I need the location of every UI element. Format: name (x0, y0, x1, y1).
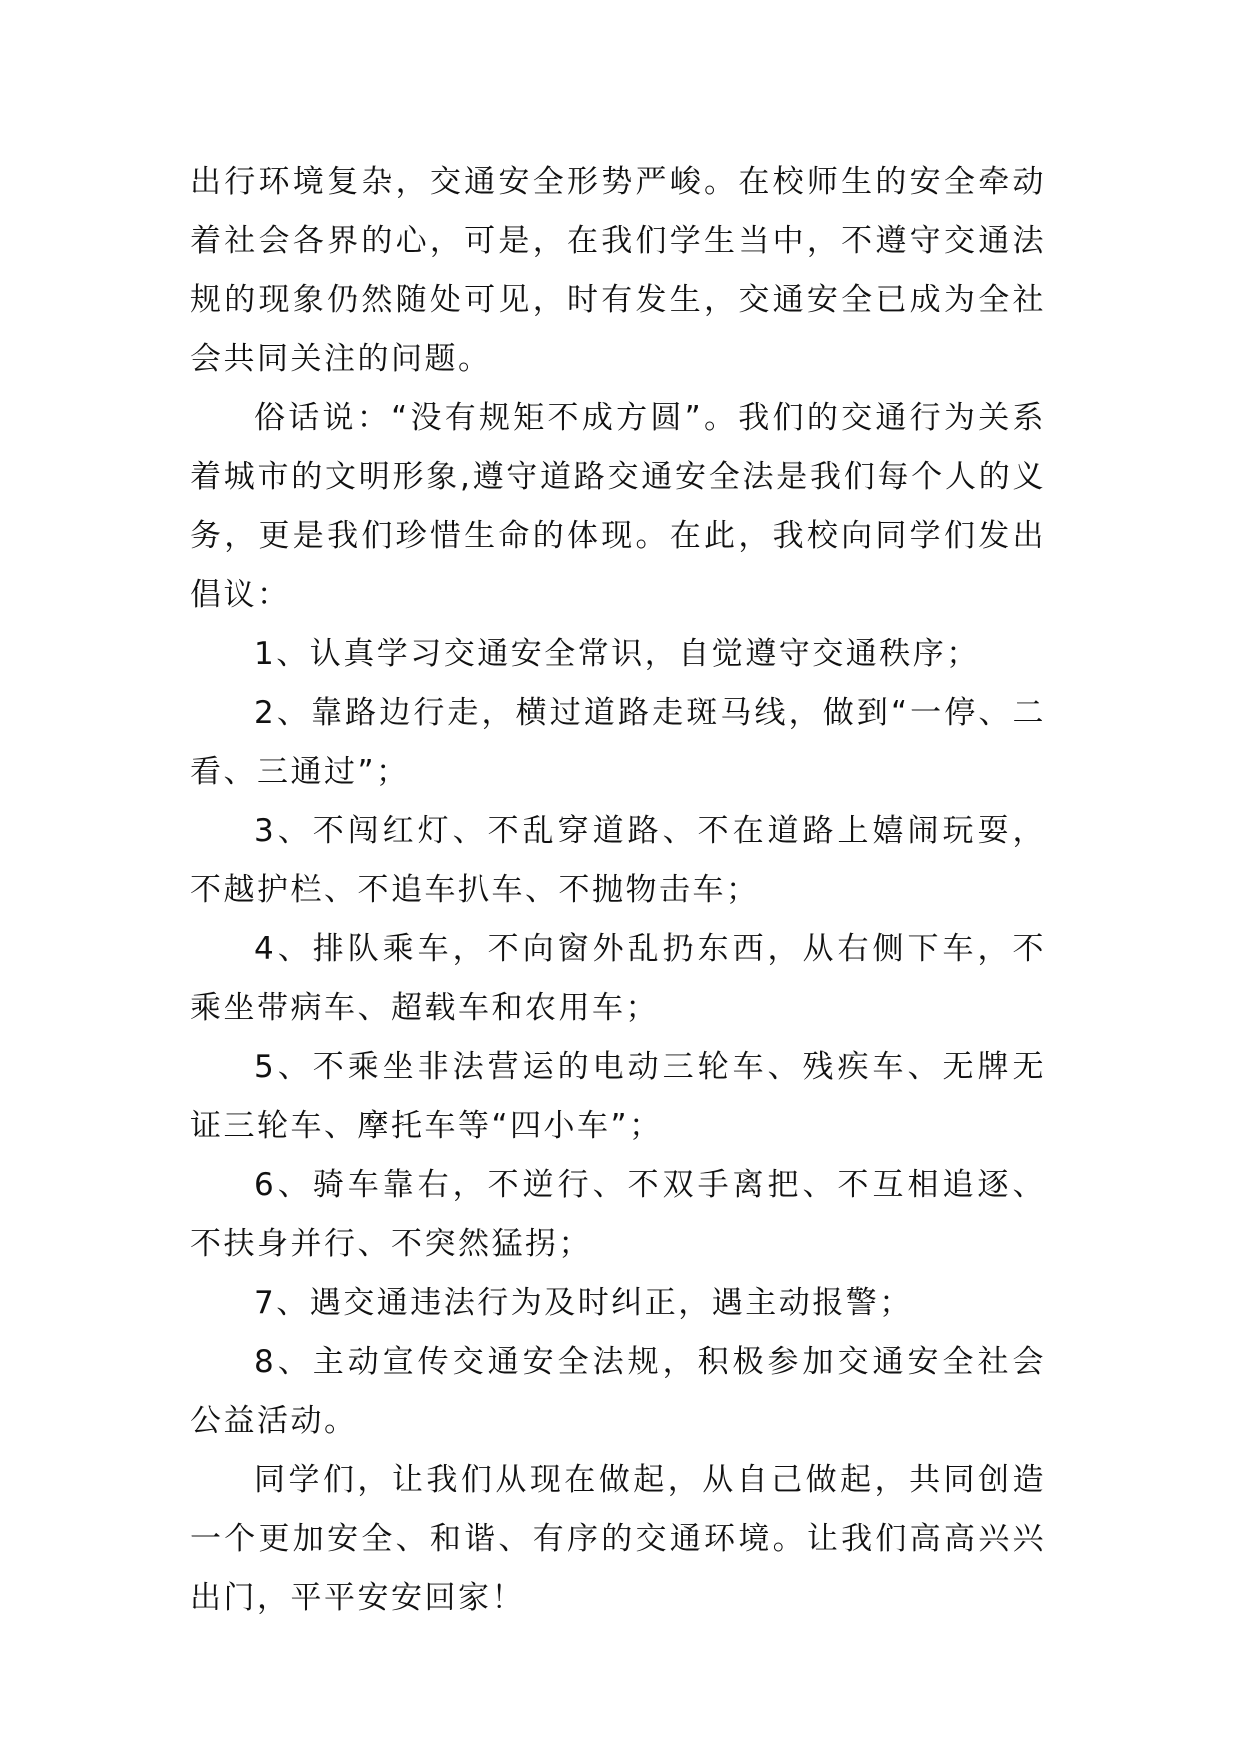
proposal-item-2: 2、靠路边行走，横过道路走斑马线，做到“一停、二看、三通过”； (190, 695, 1046, 790)
proposal-item-4: 4、排队乘车，不向窗外乱扔东西，从右侧下车，不乘坐带病车、超载车和农用车； (190, 931, 1046, 1026)
proposal-item-7: 7、遇交通违法行为及时纠正，遇主动报警； (254, 1285, 913, 1321)
proposal-item-3: 3、不闯红灯、不乱穿道路、不在道路上嬉闹玩耍，不越护栏、不追车扒车、不抛物击车； (190, 813, 1046, 908)
proposal-item-6: 6、骑车靠右，不逆行、不双手离把、不互相追逐、不扶身并行、不突然猛拐； (190, 1167, 1046, 1262)
proposal-item-8: 8、主动宣传交通安全法规，积极参加交通安全社会公益活动。 (190, 1344, 1046, 1439)
paragraph-proverb: 俗话说：“没有规矩不成方圆”。我们的交通行为关系着城市的文明形象,遵守道路交通安全法是我们每个人的义务，更是我们珍惜生命的体现。在此，我校向同学们发出倡议： (190, 400, 1046, 613)
paragraph-intro-continued: 出行环境复杂，交通安全形势严峻。在校师生的安全牵动着社会各界的心，可是，在我们学生当中，不遵守交通法规的现象仍然随处可见，时有发生，交通安全已成为全社会共同关注的问题。 (190, 164, 1046, 377)
proposal-item-5: 5、不乘坐非法营运的电动三轮车、残疾车、无牌无证三轮车、摩托车等“四小车”； (190, 1049, 1046, 1144)
document-body (190, 153, 1046, 1628)
paragraph-closing: 同学们，让我们从现在做起，从自己做起，共同创造一个更加安全、和谐、有序的交通环境。让我们高高兴兴出门，平平安安回家！ (190, 1462, 1046, 1616)
proposal-item-1: 1、认真学习交通安全常识，自觉遵守交通秩序； (254, 636, 980, 672)
